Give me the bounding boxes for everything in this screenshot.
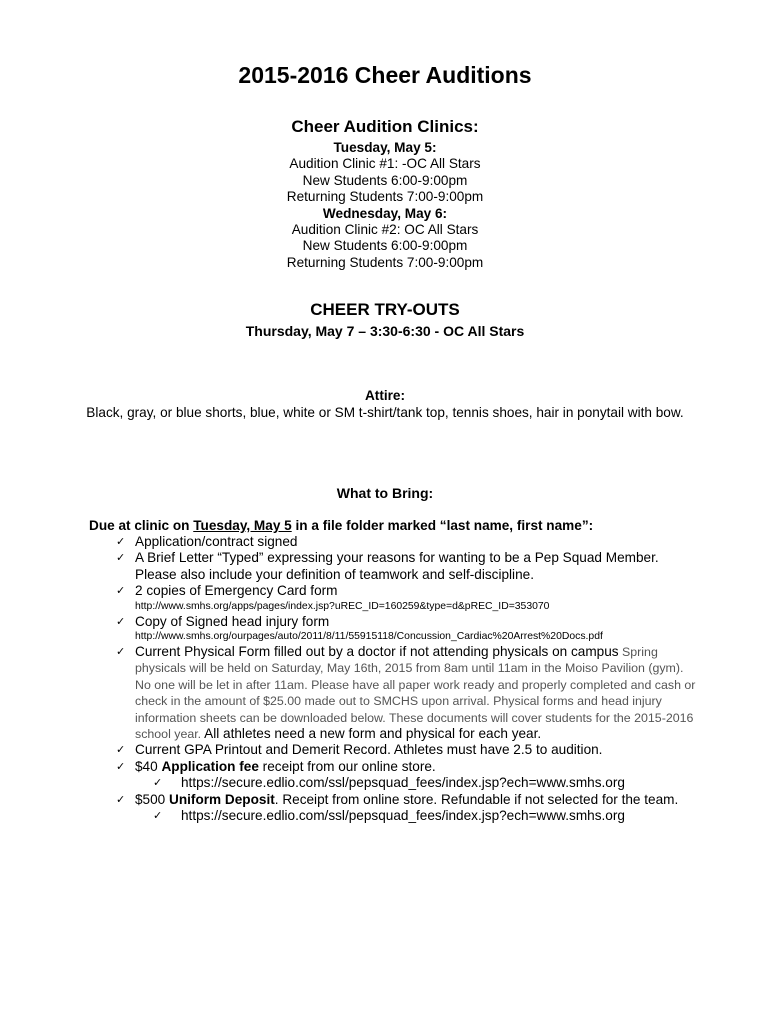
attire-heading: Attire:: [364, 388, 406, 403]
checkmark-icon: ✓: [116, 759, 126, 773]
item-text: A Brief Letter “Typed” expressing your reasons for wanting to be a Pep Squad Member. Please also include your definition of teamwork and self-discipline.: [135, 550, 659, 582]
clinic-2-line: Returning Students 7:00-9:00pm: [286, 254, 484, 270]
clinic-1-line: New Students 6:00-9:00pm: [302, 172, 468, 188]
checkmark-icon: ✓: [116, 645, 126, 659]
list-item: [0, 583, 770, 613]
checkmark-icon: ✓: [116, 584, 126, 598]
item-text: Copy of Signed head injury form: [135, 613, 330, 629]
checkmark-icon: ✓: [116, 535, 126, 548]
list-item: [0, 534, 770, 550]
checkmark-icon: ✓: [116, 614, 126, 628]
due-date: Tuesday, May 5: [193, 518, 292, 533]
uniform-deposit-link[interactable]: https://secure.edlio.com/ssl/pepsquad_fees/index.jsp?ech=www.smhs.org: [181, 808, 625, 824]
checklist: [0, 534, 770, 825]
checkmark-icon: ✓: [153, 809, 163, 823]
list-item: [0, 644, 770, 742]
clinics-section: [0, 116, 770, 271]
sub-list-item: [135, 808, 700, 824]
physicals-info: Spring physicals will be held on Saturday, May 16th, 2015 from 8am until 11am in the Moiso Pavilion (gym). No one will be let in after 11am. Please have all paper work ready and properly completed and cash or check in the amount of $25.00 made out to SMCHS upon arrival. Physical forms and head injury information sheets can be downloaded below. These documents will cover students for the 2015-2016 school year.: [135, 645, 696, 742]
due-suffix: in a file folder marked “last name, first name”:: [291, 518, 594, 533]
checkmark-icon: ✓: [116, 743, 126, 757]
item-suffix: receipt from our online store.: [258, 758, 436, 774]
sub-list-item: [135, 775, 700, 791]
checkmark-icon: ✓: [116, 551, 126, 565]
item-prefix: $500: [135, 791, 170, 807]
due-line: [89, 518, 593, 533]
clinic-2-line: Audition Clinic #2: OC All Stars: [291, 222, 479, 238]
clinic-day-2: Wednesday, May 6:: [322, 205, 448, 221]
item-text: 2 copies of Emergency Card form: [135, 583, 338, 599]
attire-section: [80, 387, 690, 421]
list-item: [0, 759, 770, 792]
item-text: Current GPA Printout and Demerit Record. Athletes must have 2.5 to audition.: [135, 742, 603, 758]
application-fee-link[interactable]: https://secure.edlio.com/ssl/pepsquad_fees/index.jsp?ech=www.smhs.org: [181, 775, 625, 791]
item-text: Current Physical Form filled out by a doctor if not attending physicals on campus: [135, 644, 619, 660]
list-item: [0, 792, 770, 825]
clinic-1-line: Returning Students 7:00-9:00pm: [286, 189, 484, 205]
list-item: [0, 550, 770, 583]
checkmark-icon: ✓: [153, 776, 163, 790]
due-prefix: Due at clinic on: [89, 518, 194, 533]
tryouts-section: [0, 300, 770, 340]
tryouts-details: Thursday, May 7 – 3:30-6:30 - OC All Stars: [245, 323, 525, 339]
clinics-heading: Cheer Audition Clinics:: [291, 117, 479, 136]
checkmark-icon: ✓: [116, 792, 126, 806]
clinic-day-1: Tuesday, May 5:: [333, 140, 437, 155]
attire-text: Black, gray, or blue shorts, blue, white or SM t-shirt/tank top, tennis shoes, hair in ponytail with bow.: [86, 405, 684, 420]
item-bold: Application fee: [161, 758, 259, 774]
list-item: [0, 614, 770, 644]
item-text: Application/contract signed: [135, 534, 298, 549]
item-bold: Uniform Deposit: [169, 791, 275, 807]
page-title: 2015-2016 Cheer Auditions: [238, 62, 532, 88]
head-injury-link[interactable]: http://www.smhs.org/ourpages/auto/2011/8/11/55915118/Concussion_Cardiac%20Arrest%20Docs.pdf: [135, 631, 603, 643]
what-to-bring-heading: What to Bring:: [336, 485, 434, 501]
list-item: [0, 742, 770, 758]
tryouts-heading: CHEER TRY-OUTS: [310, 300, 460, 319]
item-tail: All athletes need a new form and physical for each year.: [201, 726, 542, 742]
item-suffix: . Receipt from online store. Refundable if not selected for the team.: [274, 791, 679, 807]
clinic-2-line: New Students 6:00-9:00pm: [302, 238, 468, 254]
clinic-1-line: Audition Clinic #1: -OC All Stars: [289, 156, 481, 172]
item-prefix: $40: [135, 758, 162, 774]
emergency-card-link[interactable]: http://www.smhs.org/apps/pages/index.jsp?uREC_ID=160259&type=d&pREC_ID=353070: [135, 600, 550, 612]
